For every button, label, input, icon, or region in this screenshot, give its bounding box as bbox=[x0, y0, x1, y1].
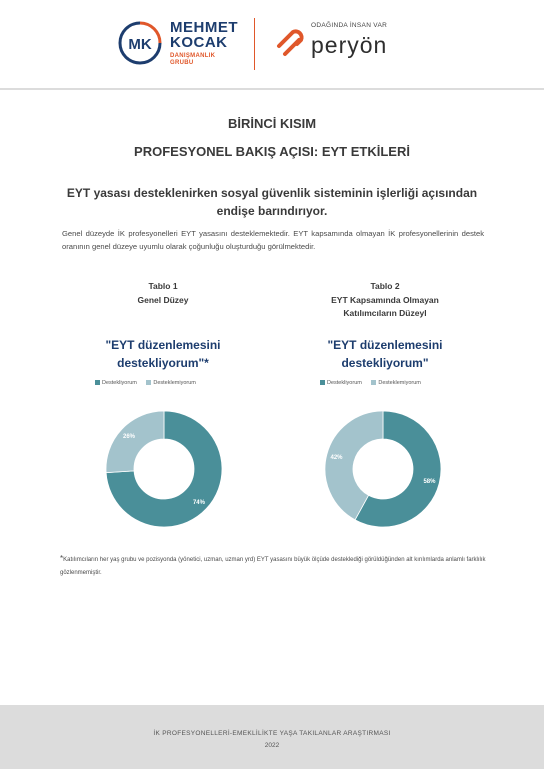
donut-slice-not-supported bbox=[106, 411, 164, 473]
mk-logo-line2: KOCAK bbox=[170, 34, 228, 51]
legend-label-not-supported: Desteklemiyorum bbox=[153, 380, 196, 386]
section-title: PROFESYONEL BAKIŞ AÇISI: EYT ETKİLERİ bbox=[134, 144, 410, 159]
peryon-logo bbox=[275, 20, 425, 70]
legend-swatch-supported bbox=[320, 380, 325, 385]
table1-number: Tablo 1 bbox=[148, 281, 178, 291]
donut-label-supported: 58% bbox=[423, 478, 436, 485]
mk-logo-sub1: DANIŞMANLIK bbox=[170, 53, 216, 59]
chart2-title-line1: "EYT düzenlemesini bbox=[327, 338, 443, 352]
table2-caption bbox=[295, 280, 475, 321]
chart1-donut bbox=[104, 409, 224, 529]
chart2-donut bbox=[323, 409, 443, 529]
chart2-legend bbox=[320, 380, 429, 390]
donut-label-not-supported: 42% bbox=[330, 455, 343, 462]
logo-divider bbox=[254, 18, 255, 70]
mk-logo-line1: MEHMET bbox=[170, 19, 238, 36]
table2-number: Tablo 2 bbox=[370, 281, 400, 291]
body-paragraph: Genel düzeyde İK profesyonelleri EYT yasasını desteklemektedir. EYT kapsamında olmayan İK profesyonellerinin destek oranının genel düzeye uyumlu olarak çoğunluğu oluşturduğu görülmektedir. bbox=[62, 229, 484, 251]
legend-swatch-not-supported bbox=[146, 380, 151, 385]
mk-monogram-icon bbox=[118, 21, 162, 65]
peryon-mark-icon bbox=[275, 24, 311, 60]
chart1-title-line2: destekliyorum"* bbox=[117, 356, 209, 370]
peryon-wordmark: peryön bbox=[311, 32, 388, 58]
footer-year: 2022 bbox=[264, 742, 280, 749]
peryon-tagline: ODAĞINDA İNSAN VAR bbox=[311, 22, 388, 29]
svg-text:MK: MK bbox=[128, 36, 152, 53]
mk-logo-sub bbox=[170, 53, 215, 67]
legend-item-not-supported bbox=[146, 380, 195, 386]
table2-name-line2: Katılımcıların Düzeyl bbox=[343, 308, 427, 318]
table1-caption bbox=[73, 280, 253, 307]
legend-item-not-supported bbox=[371, 380, 420, 386]
legend-swatch-not-supported bbox=[371, 380, 376, 385]
chart2-title bbox=[285, 336, 485, 372]
chart1-title bbox=[63, 336, 263, 372]
table2-name-line1: EYT Kapsamında Olmayan bbox=[331, 294, 439, 305]
page-header bbox=[0, 0, 544, 88]
lead-statement: EYT yasası desteklenirken sosyal güvenlik sisteminin işlerliği açısından endişe barındırıyor. bbox=[66, 186, 478, 218]
table1-name: Genel Düzey bbox=[137, 294, 189, 305]
header-band bbox=[0, 88, 544, 90]
legend-label-supported: Destekliyorum bbox=[327, 380, 362, 386]
footnote-marker: * bbox=[60, 554, 64, 563]
mk-logo-sub2: GRUBU bbox=[170, 60, 194, 66]
legend-label-supported: Destekliyorum bbox=[102, 380, 137, 386]
footnote-text: Katılımcıların her yaş grubu ve pozisyonda (yönetici, uzman, uzman yrd) EYT yasasını büyük ölçüde desteklediği görüldüğünden alt kırılımlarda anlamlı farklılık gözlenmemiştir. bbox=[60, 557, 486, 576]
chart1-legend bbox=[95, 380, 204, 390]
donut-label-not-supported: 26% bbox=[123, 434, 136, 441]
chart1-title-line1: "EYT düzenlemesini bbox=[105, 338, 221, 352]
footnote bbox=[60, 552, 490, 580]
section-part: BİRİNCİ KISIM bbox=[227, 116, 317, 131]
page-footer bbox=[0, 705, 544, 769]
donut-label-supported: 74% bbox=[192, 499, 205, 506]
legend-item-supported bbox=[95, 380, 137, 386]
mk-logo-name bbox=[170, 20, 238, 50]
legend-swatch-supported bbox=[95, 380, 100, 385]
chart2-title-line2: destekliyorum" bbox=[341, 356, 429, 370]
footer-title: İK PROFESYONELLERİ-EMEKLİLİKTE YAŞA TAKILANLAR ARAŞTIRMASI bbox=[153, 730, 391, 737]
legend-item-supported bbox=[320, 380, 362, 386]
legend-label-not-supported: Desteklemiyorum bbox=[378, 380, 421, 386]
mehmet-kocak-logo bbox=[118, 18, 268, 70]
